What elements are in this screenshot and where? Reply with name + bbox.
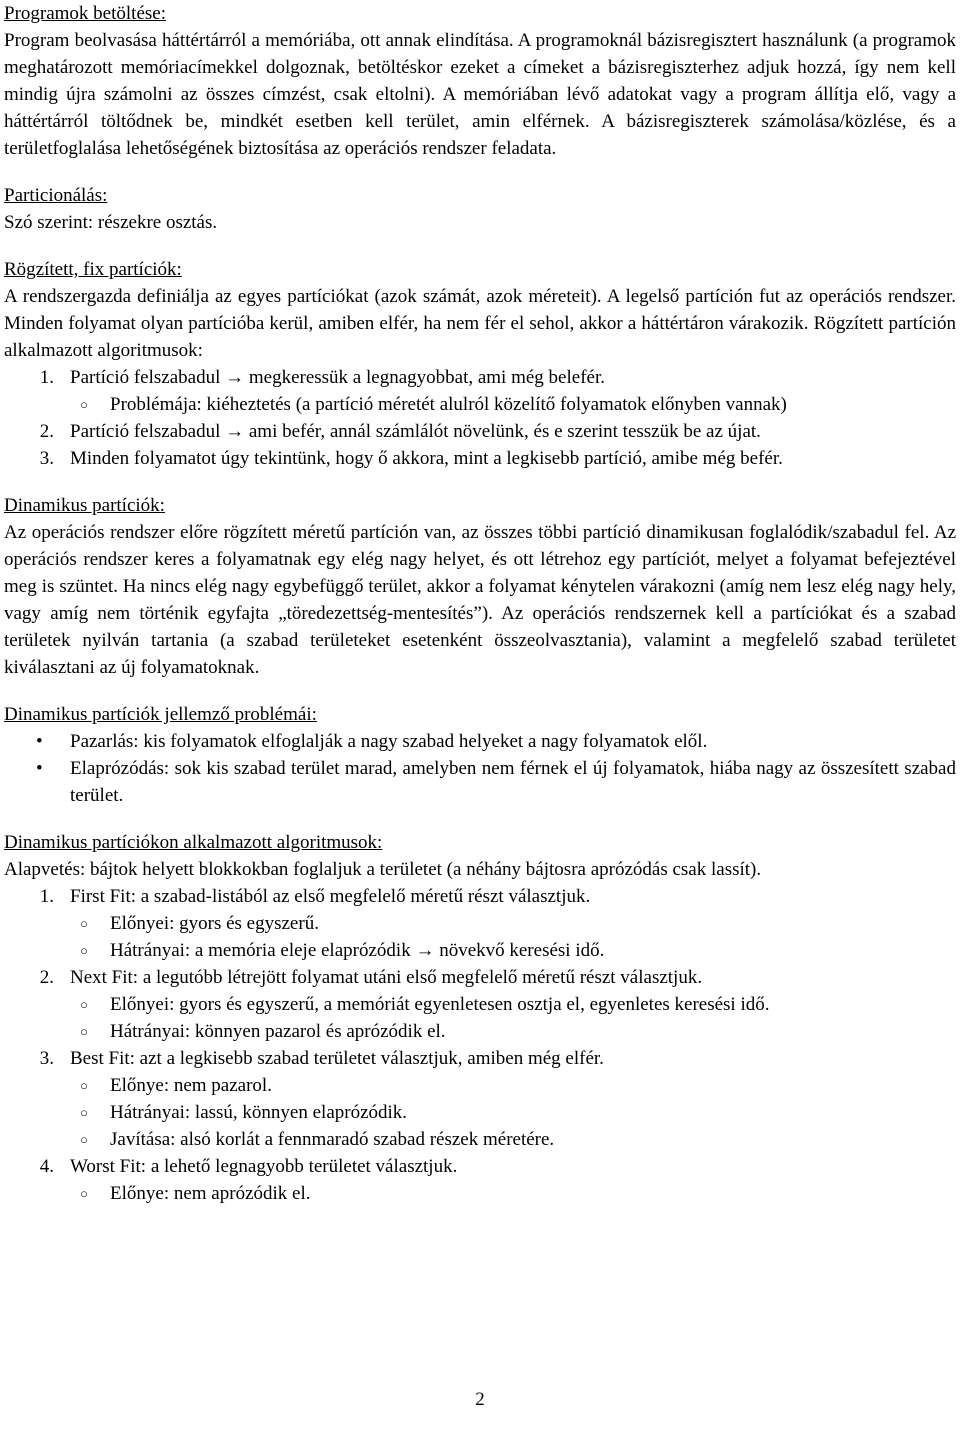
section-problemak <box>4 701 956 809</box>
section-algoritmusok <box>4 829 956 1207</box>
bullet-icon: • <box>36 758 43 779</box>
bullet-icon: • <box>36 731 43 752</box>
list-number: 1. <box>39 886 54 907</box>
circle-bullet-icon: ○ <box>80 997 88 1012</box>
sub-list-item <box>4 1180 956 1207</box>
document-page <box>4 0 956 1227</box>
list-number: 1. <box>39 367 54 388</box>
list-number: 3. <box>39 1048 54 1069</box>
sub-list-item <box>4 1126 956 1153</box>
sub-item-text: Előnye: nem aprózódik el. <box>110 1183 311 1204</box>
sub-item-text: Hátrányai: a memória eleje elaprózódik → növekvő keresési idő. <box>110 940 605 961</box>
numbered-list <box>4 883 956 1207</box>
list-item-text: Worst Fit: a lehető legnagyobb területet választjuk. <box>70 1156 458 1177</box>
circle-bullet-icon: ○ <box>80 1132 88 1147</box>
list-item-text: Next Fit: a legutóbb létrejött folyamat utáni első megfelelő méretű részt választjuk. <box>70 967 703 988</box>
list-number: 3. <box>39 448 54 469</box>
list-item <box>4 418 956 445</box>
section-dinamikus <box>4 492 956 681</box>
sub-item-text: Hátrányai: könnyen pazarol és aprózódik el. <box>110 1021 446 1042</box>
circle-bullet-icon: ○ <box>80 1078 88 1093</box>
sub-list-item <box>4 1072 956 1099</box>
sub-list-item <box>4 991 956 1018</box>
circle-bullet-icon: ○ <box>80 1024 88 1039</box>
list-item-text: Pazarlás: kis folyamatok elfoglalják a nagy szabad helyeket a nagy folyamatok elől. <box>70 731 708 752</box>
sub-item-text: Előnye: nem pazarol. <box>110 1075 272 1096</box>
sub-list-item <box>4 910 956 937</box>
paragraph: Program beolvasása háttértárról a memóriába, ott annak elindítása. A programoknál bázisregisztert használunk (a programok meghatározott memóriacímekkel dolgoznak, betöltéskor ezeket a címeket a bázisregiszterhez adjuk hozzá, így nem kell mindig újra számolni az összes címzést, csak eltolni). A memóriában lévő adatokat vagy a program állítja elő, vagy a háttértárról töltődnek be, mindkét esetben kell terület, amin elférnek. A bázisregiszterek számolása/közlése, és a területfoglalása lehetőségének biztosítása az operációs rendszer feladata. <box>4 30 956 159</box>
list-item-text: Partíció felszabadul → megkeressük a legnagyobbat, ami még belefér. <box>70 367 605 388</box>
list-number: 4. <box>39 1156 54 1177</box>
list-item <box>4 445 956 472</box>
sub-list-item <box>4 937 956 964</box>
list-item-text: Elaprózódás: sok kis szabad terület marad, amelyben nem férnek el új folyamatok, hiába nagy az összesített szabad terület. <box>70 758 956 806</box>
list-number: 2. <box>39 421 54 442</box>
paragraph: Alapvetés: bájtok helyett blokkokban foglaljuk a területet (a néhány bájtosra aprózódás csak lassít). <box>4 859 762 880</box>
list-number: 2. <box>39 967 54 988</box>
paragraph: Az operációs rendszer előre rögzített méretű partíción van, az összes többi partíció dinamikusan foglalódik/szabadul fel. Az operációs rendszer keres a folyamatnak egy elég nagy helyet, és ott létrehoz egy partíciót, melyet a folyamat befejeztével meg is szüntet. Ha nincs elég nagy egybefüggő terület, akkor a folyamat kénytelen várakozni (amíg nem lesz elég nagy hely, vagy amíg nem történik egyfajta „töredezettség-mentesítés”). Az operációs rendszernek kell a partíciókat és a szabad területek nyilván tartania (a szabad területeket esetenként összeolvasztania), valamint a megfelelő szabad területet kiválasztani az új folyamatoknak. <box>4 522 956 678</box>
circle-bullet-icon: ○ <box>80 943 88 958</box>
list-item-text: Best Fit: azt a legkisebb szabad területet választjuk, amiben még elfér. <box>70 1048 604 1069</box>
list-item-text: Minden folyamatot úgy tekintünk, hogy ő akkora, mint a legkisebb partíció, amibe még befér. <box>70 448 783 469</box>
sub-item-text: Problémája: kiéheztetés (a partíció méretét alulról közelítő folyamatok előnyben vannak) <box>110 394 787 415</box>
list-item <box>4 883 956 910</box>
list-item <box>4 728 956 755</box>
section-heading: Dinamikus partíciókon alkalmazott algoritmusok: <box>4 832 383 853</box>
page-number: 2 <box>475 1389 485 1410</box>
circle-bullet-icon: ○ <box>80 1105 88 1120</box>
circle-bullet-icon: ○ <box>80 1186 88 1201</box>
circle-bullet-icon: ○ <box>80 916 88 931</box>
sub-item-text: Előnyei: gyors és egyszerű. <box>110 913 319 934</box>
section-betoltes <box>4 0 956 162</box>
paragraph: A rendszergazda definiálja az egyes partíciókat (azok számát, azok méreteit). A legelső partíción fut az operációs rendszer. Minden folyamat olyan partícióba kerül, amiben elfér, ha nem fér el sehol, akkor a háttértáron várakozik. Rögzített partíción alkalmazott algoritmusok: <box>4 286 956 361</box>
sub-list-item <box>4 1018 956 1045</box>
paragraph: Szó szerint: részekre osztás. <box>4 212 218 233</box>
circle-bullet-icon: ○ <box>80 397 88 412</box>
section-fix-particiok <box>4 256 956 472</box>
section-heading: Dinamikus partíciók: <box>4 495 165 516</box>
sub-item-text: Javítása: alsó korlát a fennmaradó szabad részek méretére. <box>110 1129 555 1150</box>
section-heading: Rögzített, fix partíciók: <box>4 259 182 280</box>
list-item <box>4 964 956 991</box>
list-item <box>4 1045 956 1072</box>
list-item <box>4 755 956 809</box>
numbered-list <box>4 364 956 472</box>
list-item-text: Partíció felszabadul → ami befér, annál számlálót növelünk, és e szerint tesszük be az újat. <box>70 421 761 442</box>
section-heading: Programok betöltése: <box>4 3 166 24</box>
sub-item-text: Előnyei: gyors és egyszerű, a memóriát egyenletesen osztja el, egyenletes keresési idő. <box>110 994 770 1015</box>
list-item <box>4 364 956 391</box>
bullet-list <box>4 728 956 809</box>
sub-list-item <box>4 391 956 418</box>
section-heading: Particionálás: <box>4 185 108 206</box>
sub-list-item <box>4 1099 956 1126</box>
list-item-text: First Fit: a szabad-listából az első megfelelő méretű részt választjuk. <box>70 886 591 907</box>
section-heading: Dinamikus partíciók jellemző problémái: <box>4 704 317 725</box>
sub-item-text: Hátrányai: lassú, könnyen elaprózódik. <box>110 1102 408 1123</box>
section-particionalas <box>4 182 956 236</box>
list-item <box>4 1153 956 1180</box>
